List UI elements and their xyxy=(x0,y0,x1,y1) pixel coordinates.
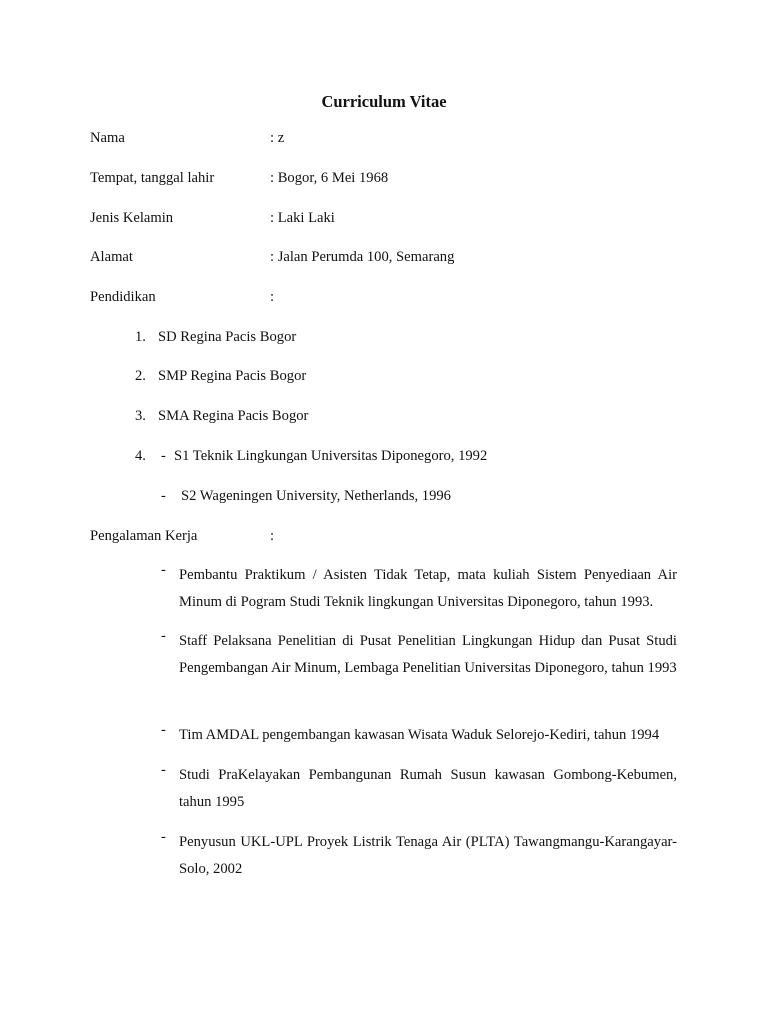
education-sub-dash: - xyxy=(161,488,166,504)
page-title: Curriculum Vitae xyxy=(321,92,447,111)
education-item: SD Regina Pacis Bogor xyxy=(158,329,297,345)
experience-colon: : xyxy=(270,528,275,544)
education-number: 3. xyxy=(135,408,146,424)
education-item: SMP Regina Pacis Bogor xyxy=(158,368,307,384)
experience-item: Tim AMDAL pengembangan kawasan Wisata Waduk Selorejo-Kediri, tahun 1994 xyxy=(179,727,660,743)
experience-dash: - xyxy=(161,562,166,578)
field-value-jenis-kelamin: : Laki Laki xyxy=(270,210,335,226)
education-sub-item: S2 Wageningen University, Netherlands, 1996 xyxy=(181,488,451,504)
field-label-alamat: Alamat xyxy=(90,249,133,265)
field-label-ttl: Tempat, tanggal lahir xyxy=(90,170,215,186)
experience-dash: - xyxy=(161,762,166,778)
field-label-nama: Nama xyxy=(90,130,125,146)
education-number: 2. xyxy=(135,368,146,384)
experience-dash: - xyxy=(161,628,166,644)
experience-item: Pembantu Praktikum / Asisten Tidak Tetap, mata kuliah Sistem Penyediaan Air Minum di Pogram Studi Teknik lingkungan Universitas Diponegoro, tahun 1993. xyxy=(179,567,677,610)
field-value-nama: : z xyxy=(270,130,285,146)
experience-item: Penyusun UKL-UPL Proyek Listrik Tenaga Air (PLTA) Tawangmangu-Karangayar-Solo, 2002 xyxy=(179,834,677,877)
experience-item: Studi PraKelayakan Pembangunan Rumah Susun kawasan Gombong-Kebumen, tahun 1995 xyxy=(179,767,677,810)
education-sub-item: S1 Teknik Lingkungan Universitas Diponegoro, 1992 xyxy=(174,448,488,464)
field-value-pendidikan: : xyxy=(270,289,275,305)
experience-item: Staff Pelaksana Penelitian di Pusat Penelitian Lingkungan Hidup dan Pusat Studi Pengembangan Air Minum, Lembaga Penelitian Universitas Diponegoro, tahun 1993 xyxy=(179,633,677,676)
experience-dash: - xyxy=(161,829,166,845)
education-number: 1. xyxy=(135,329,146,345)
field-value-alamat: : Jalan Perumda 100, Semarang xyxy=(270,249,455,265)
education-sub-dash: - xyxy=(161,448,166,464)
education-item: SMA Regina Pacis Bogor xyxy=(158,408,309,424)
experience-label: Pengalaman Kerja xyxy=(90,528,198,544)
field-value-ttl: : Bogor, 6 Mei 1968 xyxy=(270,170,389,186)
education-number: 4. xyxy=(135,448,146,464)
field-label-pendidikan: Pendidikan xyxy=(90,289,156,305)
field-label-jenis-kelamin: Jenis Kelamin xyxy=(90,210,174,226)
experience-dash: - xyxy=(161,722,166,738)
